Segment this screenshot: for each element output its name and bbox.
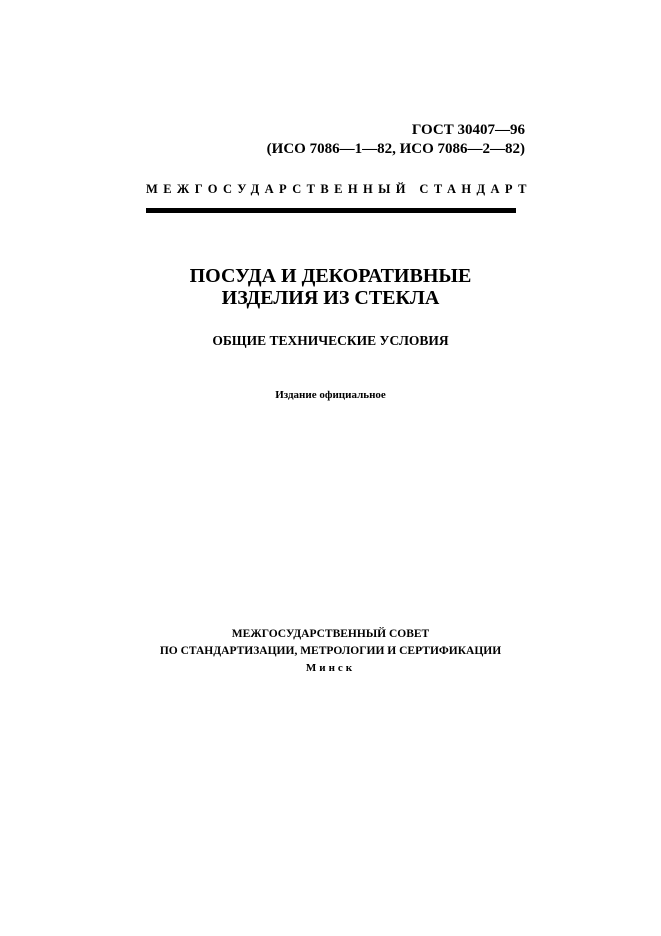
edition-note: Издание официальное bbox=[275, 389, 386, 401]
title-line-1: ПОСУДА И ДЕКОРАТИВНЫЕ bbox=[189, 265, 472, 287]
title-line-2: ИЗДЕЛИЯ ИЗ СТЕКЛА bbox=[221, 287, 440, 309]
publisher-block bbox=[0, 626, 661, 677]
standard-kind-heading: МЕЖГОСУДАРСТВЕННЫЙ СТАНДАРТ bbox=[146, 182, 532, 196]
document-subtitle: ОБЩИЕ ТЕХНИЧЕСКИЕ УСЛОВИЯ bbox=[212, 333, 449, 348]
header-rule bbox=[146, 208, 516, 213]
publisher-line-2: ПО СТАНДАРТИЗАЦИИ, МЕТРОЛОГИИ И СЕРТИФИКАЦИИ bbox=[159, 645, 502, 657]
publisher-city: Минск bbox=[305, 662, 356, 674]
gost-number: ГОСТ 30407—96 bbox=[411, 122, 525, 138]
iso-reference: (ИСО 7086—1—82, ИСО 7086—2—82) bbox=[266, 141, 525, 157]
document-title bbox=[0, 265, 661, 309]
publisher-line-1: МЕЖГОСУДАРСТВЕННЫЙ СОВЕТ bbox=[231, 628, 430, 640]
